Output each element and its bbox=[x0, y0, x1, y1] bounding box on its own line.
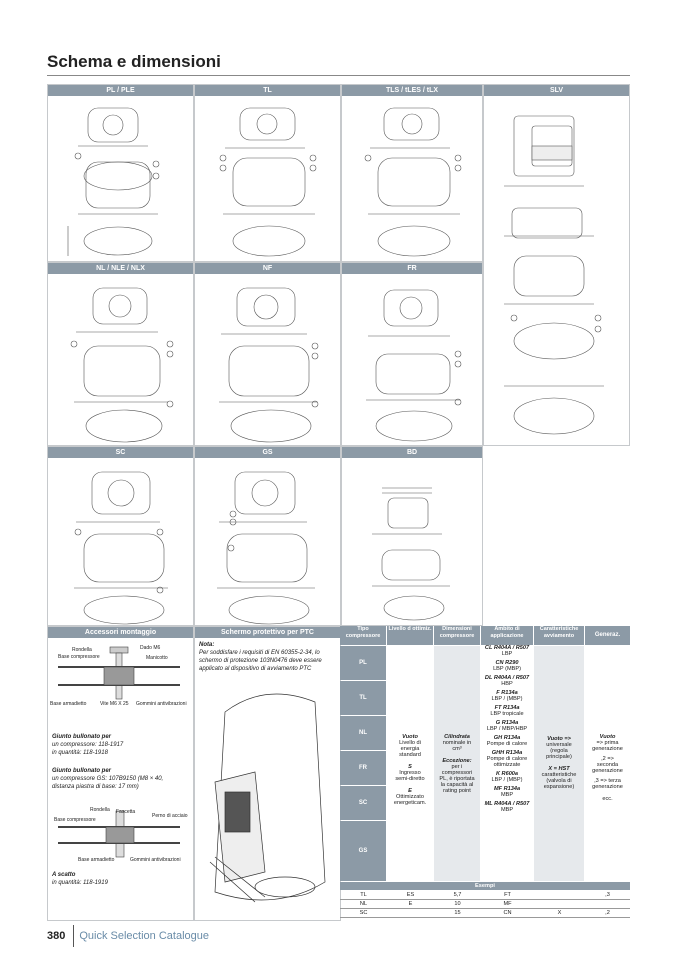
drawing-header: GS bbox=[195, 447, 340, 458]
avv-a3: (regola bbox=[550, 748, 568, 754]
livello-l6: Ingresso bbox=[399, 770, 421, 776]
label-base-armadietto2: Base armadietto bbox=[78, 857, 115, 863]
drawing-header: SLV bbox=[484, 85, 629, 96]
nota-line3: applicato al dispositivo di avviamento PTC bbox=[199, 666, 312, 672]
ambito-code: CL R404A / R507 bbox=[484, 645, 530, 651]
ambito-desc: LBP bbox=[501, 651, 513, 657]
avv-a8: espansione) bbox=[543, 784, 575, 790]
ambito-code: GH R134a bbox=[493, 735, 521, 741]
label-base-compressore: Base compressore bbox=[58, 654, 100, 660]
schermo-header: Schermo protettivo per PTC bbox=[195, 627, 340, 638]
livello-l8: E bbox=[408, 788, 412, 794]
ptc-shield-illustration bbox=[195, 682, 340, 921]
esempi-cell: 15 bbox=[454, 910, 461, 916]
ambito-desc: LBP tropicale bbox=[490, 711, 524, 717]
type-gs: GS bbox=[340, 821, 386, 881]
drawing-tls bbox=[341, 84, 483, 262]
table-row bbox=[340, 909, 630, 918]
table-row bbox=[340, 900, 630, 909]
esempi-cell bbox=[585, 900, 630, 908]
esempi-cell: MF bbox=[503, 901, 512, 907]
table-row bbox=[340, 891, 630, 900]
esempi-cell: ,3 bbox=[605, 892, 610, 898]
gen-g9: ecc. bbox=[602, 796, 613, 802]
ambito-desc: HBP bbox=[501, 681, 513, 687]
gen-g7: ,3 => terza bbox=[594, 778, 621, 784]
ambito-desc: LBP / (MBP) bbox=[491, 696, 523, 702]
gen-g8: generazione bbox=[592, 784, 623, 790]
drawing-header: PL / PLE bbox=[48, 85, 193, 96]
drawing-gs bbox=[194, 446, 341, 626]
giunto1-line2: in quantità: 118-1918 bbox=[52, 750, 108, 756]
compressor-drawing bbox=[48, 274, 193, 446]
dim-d4: Eccezione: bbox=[442, 758, 472, 764]
esempi-cell: 10 bbox=[454, 901, 461, 907]
type-fr: FR bbox=[340, 751, 386, 785]
gen-g6: generazione bbox=[592, 768, 623, 774]
ambito-code: FT R134a bbox=[494, 705, 520, 711]
esempi-cell: SC bbox=[359, 910, 368, 916]
label-base-compressore2: Base compressore bbox=[54, 817, 96, 823]
drawing-header: NL / NLE / NLX bbox=[48, 263, 193, 274]
giunto2-title: Giunto bullonato per bbox=[52, 768, 111, 774]
page-number: 380 bbox=[47, 930, 66, 942]
dimensioni-column bbox=[434, 646, 480, 881]
label-dado: Dado M6 bbox=[140, 645, 161, 651]
livello-l1: Vuoto bbox=[402, 734, 418, 740]
avv-a2: universale bbox=[546, 742, 572, 748]
type-tl: TL bbox=[340, 681, 386, 715]
esempi-cell bbox=[387, 909, 434, 917]
dim-d2: nominale in bbox=[442, 740, 472, 746]
esempi-cell: E bbox=[408, 901, 413, 907]
footer bbox=[47, 930, 209, 942]
esempi-cell bbox=[534, 900, 585, 908]
esempi-cell bbox=[534, 891, 585, 899]
drawing-nl bbox=[47, 262, 194, 446]
livello-column bbox=[387, 646, 433, 881]
compressor-drawing bbox=[342, 274, 482, 446]
livello-l10: energeticam. bbox=[393, 800, 427, 806]
type-nl: NL bbox=[340, 716, 386, 750]
label-rondella2: Rondella bbox=[90, 807, 110, 813]
avv-a5: X = HST bbox=[548, 766, 570, 772]
esempi-cell: CN bbox=[503, 910, 512, 916]
esempi-cell: ,2 bbox=[605, 910, 610, 916]
label-perno: Perno di acciaio bbox=[152, 813, 188, 819]
ambito-desc: LBP / MBP/HBP bbox=[486, 726, 528, 732]
ambito-code: ML R404A / R507 bbox=[484, 801, 530, 807]
drawing-header: BD bbox=[342, 447, 482, 458]
drawing-bd bbox=[341, 446, 483, 626]
label-gommini: Gommini antivibrazioni bbox=[136, 701, 187, 707]
dim-d1: Cilindrata bbox=[444, 734, 470, 740]
ambito-code: GHH R134a bbox=[491, 750, 523, 756]
ambito-desc: MBP bbox=[500, 792, 514, 798]
ambito-list bbox=[481, 645, 533, 813]
compressor-drawing bbox=[48, 96, 193, 262]
livello-l7: semi-diretto bbox=[395, 776, 425, 782]
compressor-drawing bbox=[342, 96, 482, 262]
scatto-title: A scatto bbox=[52, 872, 76, 878]
ambito-column bbox=[481, 645, 533, 881]
th-ambito: Ambito di applicazione bbox=[481, 626, 533, 645]
esempi-cell: X bbox=[557, 910, 562, 916]
dim-d5: per i bbox=[451, 764, 463, 770]
avv-a1: Vuoto => bbox=[547, 736, 571, 742]
esempi-cell: ES bbox=[406, 892, 415, 898]
drawing-tl bbox=[194, 84, 341, 262]
schermo-panel bbox=[194, 626, 341, 921]
nota-line1: Per soddisfare i requisiti di EN 60355-2-34, lo bbox=[199, 650, 320, 656]
giunto2-line1: un compressore GS: 107B9150 (M8 × 40, bbox=[52, 776, 164, 782]
th-dimensioni: Dimensioni compressore bbox=[434, 626, 480, 645]
drawing-header: SC bbox=[48, 447, 193, 458]
avv-a6: caratteristiche bbox=[541, 772, 577, 778]
label-gommini2: Gommini antivibrazioni bbox=[130, 857, 181, 863]
drawing-header: TLS / tLES / tLX bbox=[342, 85, 482, 96]
nota-title: Nota: bbox=[199, 642, 215, 648]
giunto1-title: Giunto bullonato per bbox=[52, 734, 111, 740]
esempi-cell: NL bbox=[359, 901, 368, 907]
drawing-header: FR bbox=[342, 263, 482, 274]
compressor-drawing bbox=[195, 96, 340, 262]
ambito-desc: LBP / (MBP) bbox=[491, 777, 523, 783]
esempi-header: Esempi bbox=[340, 882, 630, 890]
gen-g1: Vuoto bbox=[599, 734, 616, 740]
esempi-rows bbox=[340, 891, 630, 918]
dim-d6: compressori bbox=[441, 770, 473, 776]
esempi-cell: 5,7 bbox=[453, 892, 462, 898]
giunto1-line1: un compressore: 118-1917 bbox=[52, 742, 124, 748]
livello-l2: Livello di bbox=[399, 740, 421, 746]
nota-line2: schermo di protezione 103N0476 deve essere bbox=[199, 658, 322, 664]
label-manicotto: Manicotto bbox=[146, 655, 168, 661]
drawing-pl-ple bbox=[47, 84, 194, 262]
ambito-desc: Pompe di calore bbox=[486, 741, 528, 747]
drawing-nf bbox=[194, 262, 341, 446]
footer-divider bbox=[73, 925, 74, 947]
ambito-desc: LBP (MBP) bbox=[493, 666, 521, 672]
drawing-header: NF bbox=[195, 263, 340, 274]
livello-l5: S bbox=[408, 764, 412, 770]
drawing-header: TL bbox=[195, 85, 340, 96]
livello-l9: Ottimizzato bbox=[396, 794, 424, 800]
dim-d8: la capacità al bbox=[440, 782, 474, 788]
livello-l4: standard bbox=[399, 752, 421, 758]
ambito-code: F R134a bbox=[496, 690, 518, 696]
giunto2-line2: distanza piastra di base: 17 mm) bbox=[52, 784, 139, 790]
dim-d7: PL, è riportata bbox=[439, 776, 475, 782]
drawing-fr bbox=[341, 262, 483, 446]
accessori-header: Accessori montaggio bbox=[48, 627, 193, 638]
title-rule bbox=[47, 75, 630, 76]
accessori-panel bbox=[47, 626, 194, 921]
compressor-drawing bbox=[342, 458, 482, 626]
label-rondella: Rondella bbox=[72, 647, 92, 653]
type-pl: PL bbox=[340, 646, 386, 680]
ambito-code: CN R290 bbox=[495, 660, 519, 666]
compressor-drawing bbox=[484, 96, 629, 446]
type-sc: SC bbox=[340, 786, 386, 820]
ambito-code: K R600a bbox=[495, 771, 519, 777]
compressor-drawing bbox=[195, 274, 340, 446]
label-base-armadietto: Base armadietto bbox=[50, 701, 87, 707]
page-title: Schema e dimensioni bbox=[47, 52, 221, 71]
avv-a4: principale) bbox=[546, 754, 572, 760]
th-livello: Livello d ottimiz. bbox=[387, 626, 433, 645]
ambito-desc: Pompe di calore ottimizzate bbox=[486, 756, 528, 768]
ambito-code: MF R134a bbox=[493, 786, 521, 792]
label-vite: Vite M6 X 25 bbox=[100, 701, 129, 707]
compressor-drawing bbox=[195, 458, 340, 626]
ambito-desc: MBP bbox=[500, 807, 514, 813]
compressor-drawing bbox=[48, 458, 193, 626]
esempi-cell: FT bbox=[504, 892, 511, 898]
gen-g2: => prima bbox=[596, 740, 619, 746]
ambito-code: DL R404A / R507 bbox=[484, 675, 530, 681]
drawing-sc bbox=[47, 446, 194, 626]
generaz-column bbox=[585, 646, 630, 881]
esempi-cell: TL bbox=[360, 892, 367, 898]
avviamento-column bbox=[534, 646, 584, 881]
ambito-code: G R134a bbox=[495, 720, 519, 726]
th-avviamento: Caratteristiche avviamento bbox=[534, 626, 584, 645]
bolted-joint-icon bbox=[48, 639, 193, 704]
label-fascetta: Fascetta bbox=[116, 809, 136, 815]
drawing-slv bbox=[483, 84, 630, 446]
gen-g3: generazione bbox=[592, 746, 623, 752]
scatto-line: in quantità: 118-1919 bbox=[52, 880, 108, 886]
livello-l3: energia bbox=[400, 746, 420, 752]
gen-g4: ,2 => bbox=[601, 756, 614, 762]
th-generaz: Generaz. bbox=[585, 626, 630, 645]
footer-label: Quick Selection Catalogue bbox=[79, 930, 209, 942]
dim-d9: rating point bbox=[443, 788, 471, 794]
avv-a7: (valvola di bbox=[546, 778, 572, 784]
dim-d3: cm³ bbox=[452, 746, 462, 752]
th-tipo: Tipo compressore bbox=[340, 626, 386, 645]
gen-g5: seconda bbox=[596, 762, 619, 768]
